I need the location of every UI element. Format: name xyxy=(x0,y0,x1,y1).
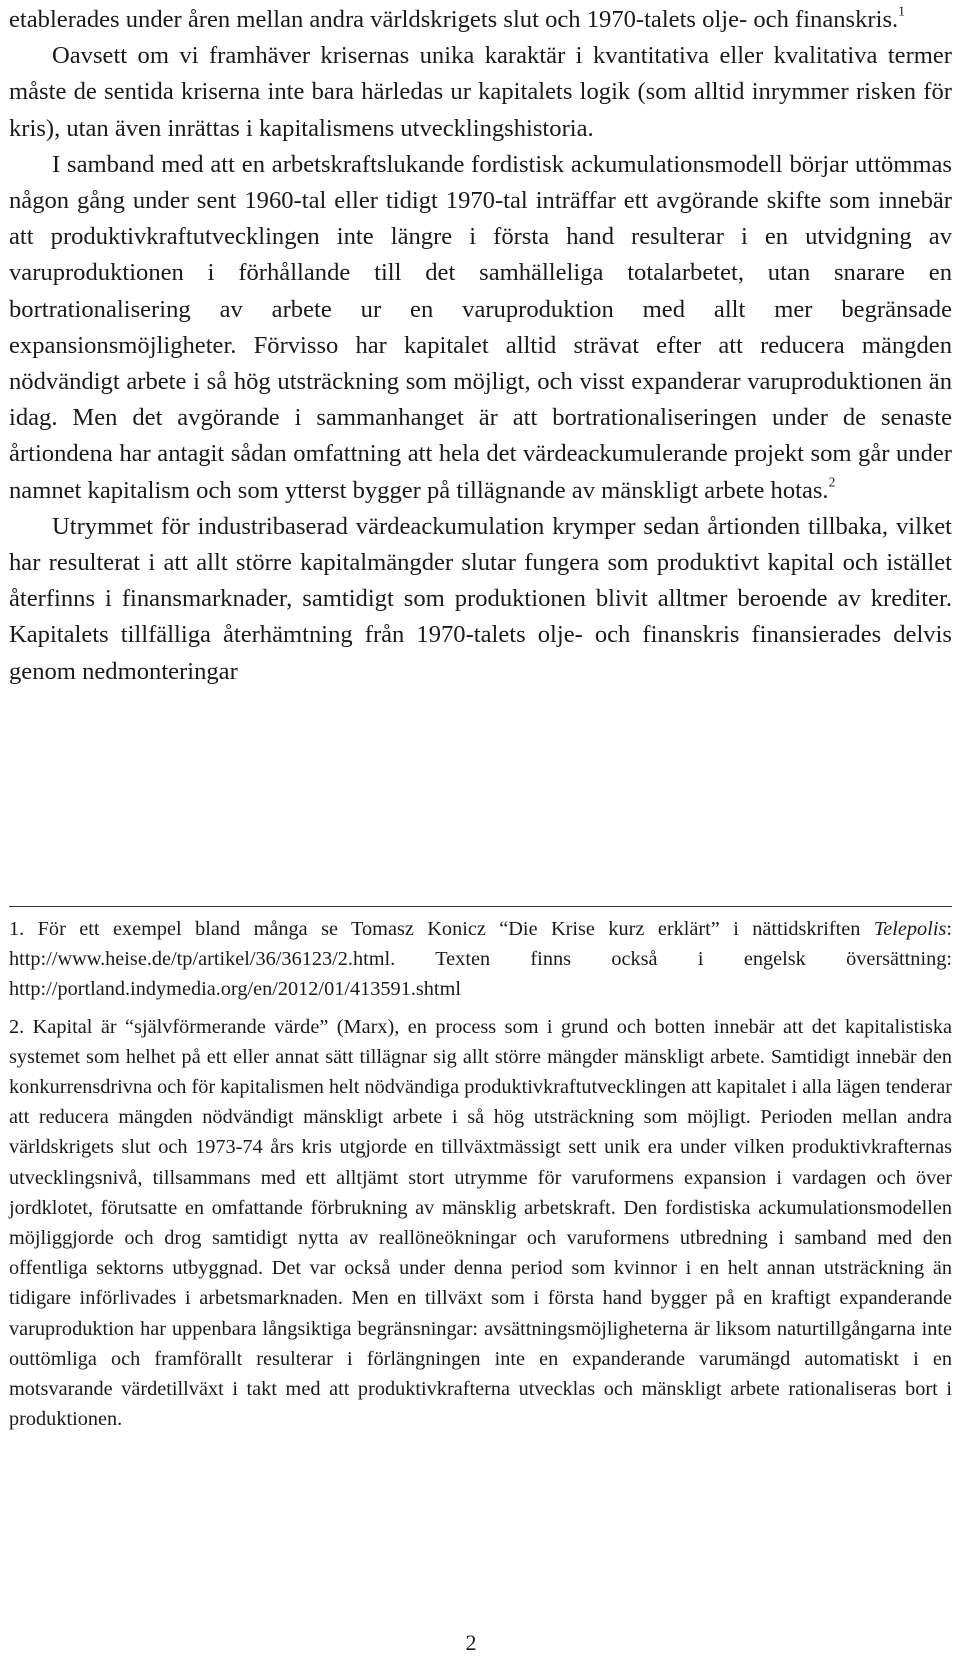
document-page xyxy=(9,0,952,1431)
main-text xyxy=(9,0,952,690)
paragraph-text: I samband med att en arbetskraftslukande fordistisk ackumulationsmodell börjar uttömmas någon gång under sent 1960-tal eller tidigt 1970-tal inträffar ett avgörande skifte som innebär att produktivkraftutvecklingen inte längre i första hand resulterar i en utvidgning av varuproduktionen i förhållande till det samhälleliga totalarbetet, utan snarare en bortrationalisering av arbete ur en varuproduktion med allt mer begränsade expansionsmöjligheter. Förvisso har kapitalet alltid strävat efter att reducera mängden nödvändigt arbete i så hög utsträckning som möjligt, och visst expanderar varuproduktionen än idag. Men det avgörande i sammanhanget är att bortrationaliseringen under de senaste årtiondena har antagit sådan omfattning att hela det värdeackumulerande projekt som går under namnet kapitalism och som ytterst bygger på tillägnande av mänskligt arbete hotas. xyxy=(9,150,952,504)
page-number: 2 xyxy=(465,1630,477,1655)
footnote-1 xyxy=(9,914,952,1005)
footnotes xyxy=(9,914,952,1441)
footnote-text: : http://www.heise.de/tp/artikel/36/36123/2.html. Texten finns också i engelsk översättning: http://portland.indymedia.org/en/2012/01/413591.shtml xyxy=(9,918,952,1001)
footnote-text: 1. För ett exempel bland många se Tomasz Konicz “Die Krise kurz erklärt” i nättidskriften xyxy=(9,918,874,940)
paragraph-text: etablerades under åren mellan andra världskrigets slut och 1970-talets olje- och finanskris. xyxy=(9,6,899,33)
footnote-separator xyxy=(9,906,952,907)
footnote-2: 2. Kapital är “självförmerande värde” (Marx), en process som i grund och botten innebär att det kapitalistiska systemet som helhet på ett eller annat sätt tillägnar sig allt större mängder mänskligt arbete. Samtidigt innebär den konkurrensdrivna och för kapitalismen helt nödvändiga produktivkraftutvecklingen att kapitalet i alla lägen tenderar att reducera mängden nödvändigt mänskligt arbete i så hög utsträckning som möjligt. Perioden mellan andra världskrigets slut och 1973-74 års kris utgjorde en tillväxtmässigt sett unik era under vilken produktivkrafternas utvecklingsnivå, tillsammans med ett alltjämt stort utrymme för varuformens expansion i vardagen och över jordklotet, förutsatte en omfattande förbrukning av mänsklig arbetskraft. Den fordistiska ackumulationsmodellen möjliggjorde och drog samtidigt nytta av reallöneökningar och varuformens utbredning i samband med den offentliga sektorns utbyggnad. Det var också under denna period som kvinnor i en helt annan utsträckning än tidigare införlivades i arbetsmarknaden. Men en tillväxt som i första hand bygger på en kraftigt expanderande varuproduktion har uppenbara långsiktiga begränsningar: avsättningsmöjligheterna är liksom naturtillgångarna inte outtömliga och framförallt resulterar i förlängningen inte en expanderande varumängd automatiskt i en motsvarande värdetillväxt i takt med att produktivkrafterna utvecklas och mänskligt arbete rationaliseras bort i produktionen. xyxy=(9,1015,952,1431)
paragraph-continuation xyxy=(9,2,952,38)
paragraph: Utrymmet för industribaserad värdeackumulation krymper sedan årtionden tillbaka, vilket har resulterat i att allt större kapitalmängder slutar fungera som produktivt kapital och istället återfinns i finansmarknader, samtidigt som produktionen blivit alltmer beroende av krediter. Kapitalets tillfälliga återhämtning från 1970-talets olje- och finanskris finansierades delvis genom nedmonteringar xyxy=(9,512,952,685)
footnote-ref[interactable]: 1 xyxy=(898,3,905,19)
journal-title: Telepolis xyxy=(873,918,947,940)
paragraph xyxy=(9,147,952,509)
footnote-ref[interactable]: 2 xyxy=(828,474,836,490)
paragraph: Oavsett om vi framhäver krisernas unika karaktär i kvantitativa eller kvalitativa termer måste de sentida kriserna inte bara härledas ur kapitalets logik (som alltid inrymmer risken för kris), utan även inrättas i kapitalismens utvecklingshistoria. xyxy=(9,42,952,142)
